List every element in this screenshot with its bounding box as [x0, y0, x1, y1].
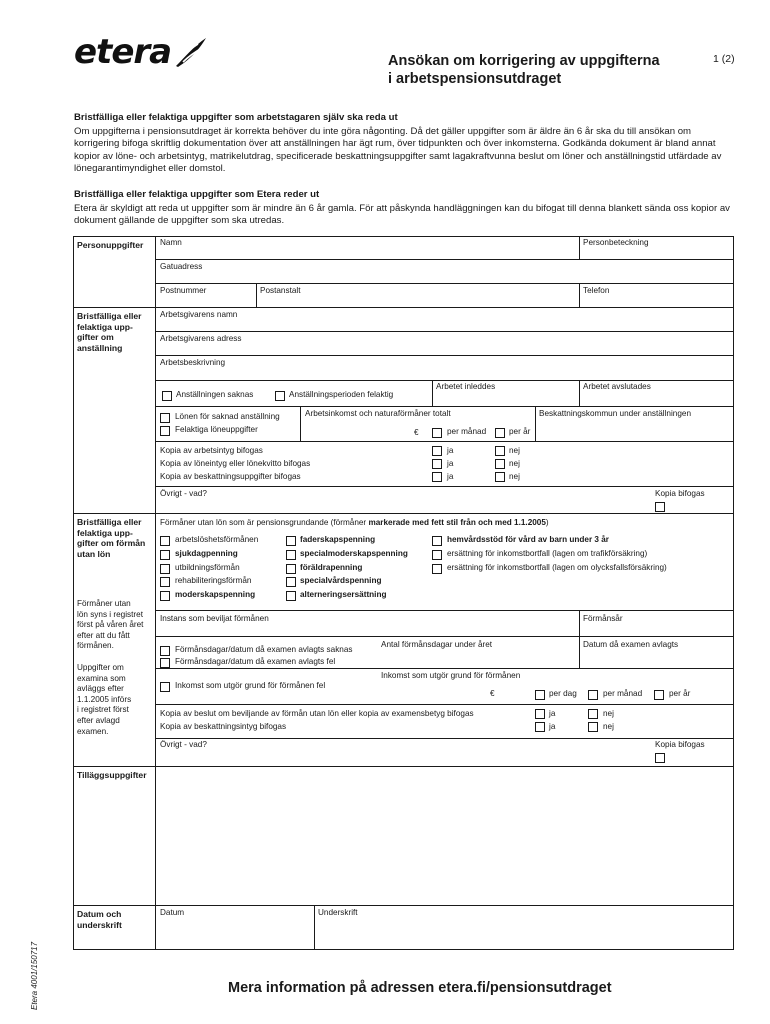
- postnummer-label: Postnummer: [160, 286, 207, 295]
- forman-checkbox[interactable]: [160, 550, 170, 560]
- ja-label: ja: [549, 722, 556, 731]
- forman-checkbox[interactable]: [286, 577, 296, 587]
- per-manad-label: per månad: [603, 689, 643, 698]
- forman-label: ersättning för inkomstbortfall (lagen om trafikförsäkring): [447, 549, 648, 558]
- arbetsbeskrivning-label: Arbetsbeskrivning: [160, 358, 226, 367]
- forman-label: specialvårdspenning: [300, 576, 382, 585]
- form-title: [388, 52, 688, 88]
- forman-checkbox[interactable]: [432, 536, 442, 546]
- etera-logo: [74, 32, 204, 72]
- page-number: 1 (2): [713, 53, 735, 65]
- intro-bold: markerade med fett stil från och med 1.1.2005: [368, 518, 546, 527]
- note-line: Förmåner utan: [77, 599, 131, 608]
- per-dag-checkbox[interactable]: [535, 690, 545, 700]
- euro-sign: €: [414, 428, 419, 437]
- underskrift-label: Underskrift: [318, 908, 358, 917]
- note-line: förmånen.: [77, 641, 114, 651]
- euro-sign: €: [490, 689, 495, 698]
- forman-checkbox[interactable]: [286, 550, 296, 560]
- arbetet-inleddes-label: Arbetet inleddes: [436, 382, 496, 391]
- forman-checkbox[interactable]: [160, 536, 170, 546]
- anstallningen-saknas-checkbox[interactable]: [162, 391, 172, 401]
- felaktiga-loneuppgifter-checkbox[interactable]: [160, 426, 170, 436]
- field-divider: [155, 668, 734, 669]
- ovrigt-kopia-bifogas-checkbox[interactable]: [655, 502, 665, 512]
- field-divider: [155, 283, 734, 284]
- beskattningskommun-label: Beskattningskommun under anställningen: [539, 409, 692, 418]
- ovrigt-label: Övrigt - vad?: [160, 740, 207, 749]
- inkomst-fel-label: Inkomst som utgör grund för förmånen fel: [175, 681, 326, 690]
- ja-label: ja: [447, 446, 454, 455]
- field-divider: [155, 380, 734, 381]
- beskattningsintyg-ja-checkbox[interactable]: [535, 722, 545, 732]
- postanstalt-label: Postanstalt: [260, 286, 301, 295]
- perioden-felaktig-checkbox[interactable]: [275, 391, 285, 401]
- intro-text-2: Etera är skyldigt att reda ut uppgifter som är mindre än 6 år gamla. För att påskynda handläggningen kan du bifogat till denna blankett sända oss kopior av dokument gällande de uppgifter som ska utredas.: [74, 203, 730, 227]
- section-tillaggsuppgifter: Tilläggsuppgifter: [77, 770, 147, 780]
- beskattning-nej-checkbox[interactable]: [495, 472, 505, 482]
- field-divider: [579, 380, 580, 407]
- felaktiga-loneuppgifter-label: Felaktiga löneuppgifter: [175, 425, 258, 434]
- title-line-2: i arbetspensionsutdraget: [388, 71, 562, 87]
- title-line-1: Ansökan om korrigering av uppgifterna: [388, 53, 660, 69]
- field-divider: [155, 441, 734, 442]
- field-divider: [155, 259, 734, 260]
- nej-label: nej: [509, 446, 520, 455]
- dagar-saknas-label: Förmånsdagar/datum då examen avlagts saknas: [175, 645, 353, 654]
- instans-label: Instans som beviljat förmånen: [160, 614, 269, 623]
- logo-wing-icon: [174, 36, 208, 70]
- lonen-saknad-label: Lönen för saknad anställning: [175, 412, 280, 421]
- section-line: gifter om: [77, 332, 114, 343]
- ja-label: ja: [447, 472, 454, 481]
- ja-label: ja: [447, 459, 454, 468]
- note-line: examina som: [77, 673, 126, 683]
- note-line: först på våren året: [77, 620, 144, 630]
- section-line: Bristfälliga eller: [77, 517, 142, 527]
- intro-heading-1: Bristfälliga eller felaktiga uppgifter som arbetstagaren själv ska reda ut: [74, 112, 398, 123]
- arbetsgivarens-adress-label: Arbetsgivarens adress: [160, 334, 242, 343]
- inkomst-fel-checkbox[interactable]: [160, 682, 170, 692]
- field-divider: [155, 704, 734, 705]
- forman-label: utbildningsförmån: [175, 563, 240, 572]
- datum-examen-label: Datum då examen avlagts: [583, 640, 679, 649]
- ja-label: ja: [549, 709, 556, 718]
- section-forman-utan-lon: [77, 517, 145, 559]
- section-divider: [73, 905, 734, 906]
- nej-label: nej: [603, 722, 614, 731]
- per-dag-label: per dag: [549, 689, 577, 698]
- dagar-saknas-checkbox[interactable]: [160, 646, 170, 656]
- forman-kopia-bifogas-checkbox[interactable]: [655, 753, 665, 763]
- beskattningsintyg-nej-checkbox[interactable]: [588, 722, 598, 732]
- beslut-ja-checkbox[interactable]: [535, 709, 545, 719]
- form-right-border: [733, 236, 734, 950]
- footer-info: Mera information på adressen etera.fi/pensionsutdraget: [228, 980, 612, 996]
- intro-section-1: [74, 112, 734, 175]
- arbetsintyg-nej-checkbox[interactable]: [495, 446, 505, 456]
- field-divider: [155, 486, 734, 487]
- note-examina: [77, 663, 131, 737]
- section-line: felaktiga upp-: [77, 321, 133, 332]
- note-line: lön syns i registret: [77, 609, 143, 619]
- intro-text-1: Om uppgifterna i pensionsutdraget är korrekta behöver du inte göra någonting. Då det gäller uppgifter som är äldre än 6 år ska du till ansökan om korrigering bifoga skriftlig dokumentation över att anställningen har ägt rum, över tidpunkten och över inkomsterna. Godkända dokument är bland annat kopior av löne- och arbetsintyg, matrikelutdrag, specificerade beskattningsuppgifter samt lagakraftvunna beslut om löner och anställningstid utfärdade av lönegarantimyndighet eller domstol.: [74, 126, 722, 174]
- kopia-beskattning-label: Kopia av beskattningsuppgifter bifogas: [160, 472, 301, 481]
- section-line: gifter om förmån: [77, 538, 146, 549]
- dagar-fel-label: Förmånsdagar/datum då examen avlagts fel: [175, 657, 336, 666]
- arbetsgivarens-namn-label: Arbetsgivarens namn: [160, 310, 238, 319]
- namn-label: Namn: [160, 238, 182, 247]
- beskattning-ja-checkbox[interactable]: [432, 472, 442, 482]
- intro-plain: Förmåner utan lön som är pensionsgrundande (förmåner: [160, 518, 369, 527]
- forman-label: moderskapspenning: [175, 590, 256, 599]
- arbetet-avslutades-label: Arbetet avslutades: [583, 382, 651, 391]
- kopia-bifogas-label: Kopia bifogas: [655, 740, 705, 749]
- forman-checkbox[interactable]: [160, 577, 170, 587]
- logo-text: etera: [74, 32, 172, 72]
- field-divider: [314, 905, 315, 950]
- arbetsintyg-ja-checkbox[interactable]: [432, 446, 442, 456]
- field-divider: [579, 636, 580, 669]
- loneintyg-nej-checkbox[interactable]: [495, 459, 505, 469]
- section-line: felaktiga upp-: [77, 527, 133, 538]
- field-divider: [432, 380, 433, 407]
- forman-label: rehabiliteringsförmån: [175, 576, 252, 585]
- per-ar-checkbox[interactable]: [495, 428, 505, 438]
- note-line: avläggs efter: [77, 684, 124, 694]
- forman-label: föräldrapenning: [300, 563, 363, 572]
- field-divider: [155, 738, 734, 739]
- field-divider: [256, 283, 257, 307]
- kopia-loneintyg-label: Kopia av löneintyg eller lönekvitto bifogas: [160, 459, 311, 468]
- forman-checkbox[interactable]: [160, 591, 170, 601]
- anstallningen-saknas-label: Anställningen saknas: [176, 390, 254, 399]
- kopia-arbetsintyg-label: Kopia av arbetsintyg bifogas: [160, 446, 263, 455]
- per-manad-checkbox[interactable]: [432, 428, 442, 438]
- form-left-border: [73, 236, 74, 950]
- nej-label: nej: [509, 459, 520, 468]
- telefon-label: Telefon: [583, 286, 610, 295]
- field-divider: [155, 610, 734, 611]
- kopia-bifogas-label: Kopia bifogas: [655, 489, 705, 498]
- arbetsinkomst-label: Arbetsinkomst och naturaförmåner totalt: [305, 409, 451, 418]
- note-line: Uppgifter om: [77, 663, 124, 672]
- form-top-border: [73, 236, 734, 237]
- forman-label: hemvårdsstöd för vård av barn under 3 år: [447, 535, 609, 544]
- forman-checkbox[interactable]: [286, 536, 296, 546]
- section-divider: [73, 307, 734, 308]
- forman-label: ersättning för inkomstbortfall (lagen om olycksfallsförsäkring): [447, 563, 667, 572]
- section-personuppgifter: Personuppgifter: [77, 240, 144, 250]
- per-manad-label: per månad: [447, 427, 487, 436]
- perioden-felaktig-label: Anställningsperioden felaktig: [289, 390, 394, 399]
- section-line: Bristfälliga eller: [77, 311, 142, 321]
- forman-label: specialmoderskapspenning: [300, 549, 408, 558]
- per-ar-checkbox[interactable]: [654, 690, 664, 700]
- tillaggsuppgifter-field[interactable]: [156, 767, 733, 905]
- section-datum-underskrift: [77, 909, 122, 930]
- form-bottom-border: [73, 949, 734, 950]
- section-line: utan lön: [77, 548, 111, 559]
- forman-checkbox[interactable]: [286, 564, 296, 574]
- note-line: 1.1.2005 införs: [77, 694, 132, 704]
- form-code: Etera 4001/150717: [30, 941, 39, 1010]
- section-line: Datum och: [77, 909, 122, 919]
- field-divider: [155, 636, 734, 637]
- beslut-nej-checkbox[interactable]: [588, 709, 598, 719]
- per-manad-checkbox[interactable]: [588, 690, 598, 700]
- field-divider: [579, 283, 580, 307]
- forman-label: faderskapspenning: [300, 535, 376, 544]
- field-divider: [155, 406, 734, 407]
- gatuadress-label: Gatuadress: [160, 262, 203, 271]
- note-line: examen.: [77, 726, 109, 736]
- forman-checkbox[interactable]: [286, 591, 296, 601]
- field-divider: [579, 610, 580, 637]
- nej-label: nej: [603, 709, 614, 718]
- intro-heading-2: Bristfälliga eller felaktiga uppgifter som Etera reder ut: [74, 189, 320, 200]
- field-divider: [579, 236, 580, 260]
- dagar-fel-checkbox[interactable]: [160, 658, 170, 668]
- note-forman-registret: [77, 599, 143, 652]
- per-ar-label: per år: [509, 427, 531, 436]
- field-divider: [155, 331, 734, 332]
- datum-label: Datum: [160, 908, 185, 917]
- forman-checkbox[interactable]: [160, 564, 170, 574]
- section-anstallning: [77, 311, 141, 353]
- note-line: efter att du fått: [77, 630, 130, 640]
- kopia-beslut-label: Kopia av beslut om beviljande av förmån utan lön eller kopia av examensbetyg bifogas: [160, 709, 474, 718]
- nej-label: nej: [509, 472, 520, 481]
- forman-label: sjukdagpenning: [175, 549, 238, 558]
- loneintyg-ja-checkbox[interactable]: [432, 459, 442, 469]
- lonen-saknad-checkbox[interactable]: [160, 413, 170, 423]
- forman-label: arbetslöshetsförmånen: [175, 535, 259, 544]
- inkomst-grund-label: Inkomst som utgör grund för förmånen: [381, 671, 521, 680]
- section-line: underskrift: [77, 919, 122, 930]
- section-line: anställning: [77, 342, 123, 353]
- section-divider: [73, 513, 734, 514]
- forman-intro: [160, 518, 549, 529]
- note-line: efter avlagd: [77, 715, 120, 725]
- forman-checkbox[interactable]: [432, 564, 442, 574]
- field-divider: [300, 406, 301, 442]
- per-ar-label: per år: [669, 689, 691, 698]
- personbeteckning-label: Personbeteckning: [583, 238, 649, 247]
- intro-end: ): [545, 518, 549, 527]
- intro-section-2: [74, 189, 734, 228]
- forman-label: alterneringsersättning: [300, 590, 387, 599]
- formansar-label: Förmånsår: [583, 614, 623, 623]
- note-line: i registret först: [77, 705, 129, 715]
- ovrigt-label: Övrigt - vad?: [160, 489, 207, 498]
- forman-checkbox[interactable]: [432, 550, 442, 560]
- field-divider: [155, 355, 734, 356]
- kopia-beskattningsintyg-label: Kopia av beskattningsintyg bifogas: [160, 722, 287, 731]
- field-divider: [535, 406, 536, 442]
- antal-dagar-label: Antal förmånsdagar under året: [381, 640, 493, 649]
